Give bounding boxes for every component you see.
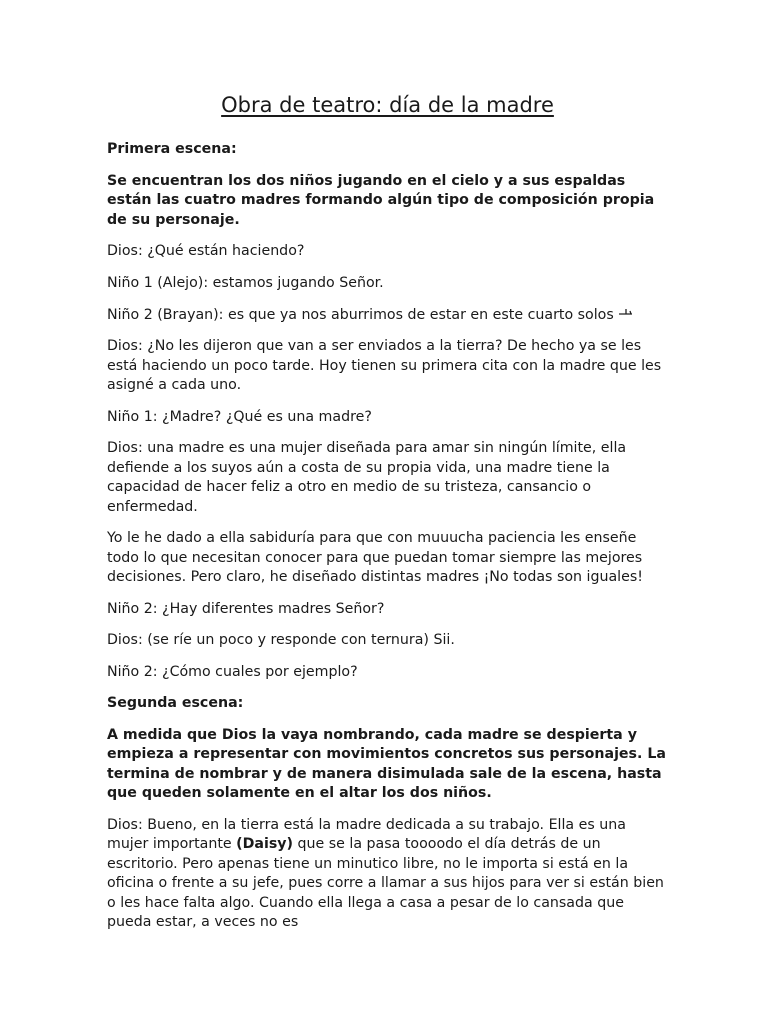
dialogue-line: Dios: una madre es una mujer diseñada para amar sin ningún límite, ella defiende a los suyos aún a costa de su propia vida, una madre tiene la capacidad de hacer feliz a otro en medio de su tristeza, cansancio o enfermedad. (107, 440, 627, 515)
final-paragraph-after: que se la pasa tooood​o el día detrás de un escritorio. Pero apenas tiene un minutico libre, no le importa si está en la oficina o frente a su jefe, pues corre a llamar a sus hijos para ver si están bien o les hace falta algo. Cuando ella llega a casa a pesar de lo cansada que pueda estar, a veces no es (107, 836, 664, 931)
handwritten-mark-icon (618, 305, 634, 325)
scene2-heading: Segunda escena: (107, 695, 244, 712)
scene2-direction: A medida que Dios la vaya nombrando, cada madre se despierta y empieza a representar con movimientos concretos sus personajes. La termina de nombrar y de manera disimulada sale de la escena, hasta que queden solamente en el altar los dos niños. (107, 726, 666, 802)
dialogue-line-with-mark (107, 305, 668, 325)
dialogue-line: Niño 1: ¿Madre? ¿Qué es una madre? (107, 408, 372, 425)
dialogue-line: Yo le he dado a ella sabiduría para que con muuucha paciencia les enseñe todo lo que necesitan conocer para que puedan tomar siempre las mejores decisiones. Pero claro, he diseñado distintas madres ¡No todas son iguales! (107, 530, 643, 586)
dialogue-line: Niño 2: ¿Cómo cuales por ejemplo? (107, 663, 358, 680)
scene1-heading: Primera escena: (107, 141, 237, 157)
dialogue-line-text: Niño 2 (Brayan): es que ya nos aburrimos de estar en este cuarto solos (107, 306, 614, 323)
dialogue-line: Dios: (se ríe un poco y responde con ternura) Sii. (107, 632, 455, 649)
final-dialogue-paragraph (107, 816, 668, 933)
dialogue-line: Niño 2: ¿Hay diferentes madres Señor? (107, 600, 385, 617)
document-title: Obra de teatro: día de la madre (221, 93, 554, 117)
dialogue-line: Niño 1 (Alejo): estamos jugando Señor. (107, 274, 384, 291)
scene1-direction: Se encuentran los dos niños jugando en el cielo y a sus espaldas están las cuatro madres formando algún tipo de composición propia de su personaje. (107, 172, 655, 228)
dialogue-line: Dios: ¿Qué están haciendo? (107, 243, 305, 259)
final-paragraph-before: Dios: Bueno, en la tierra está la madre dedicada a su trabajo. Ella es una mujer importante (107, 816, 626, 853)
character-name-daisy: (Daisy) (236, 836, 294, 853)
dialogue-line: Dios: ¿No les dijeron que van a ser enviados a la tierra? De hecho ya se les está haciendo un poco tarde. Hoy tienen su primera cita con la madre que les asigné a cada uno. (107, 338, 662, 394)
